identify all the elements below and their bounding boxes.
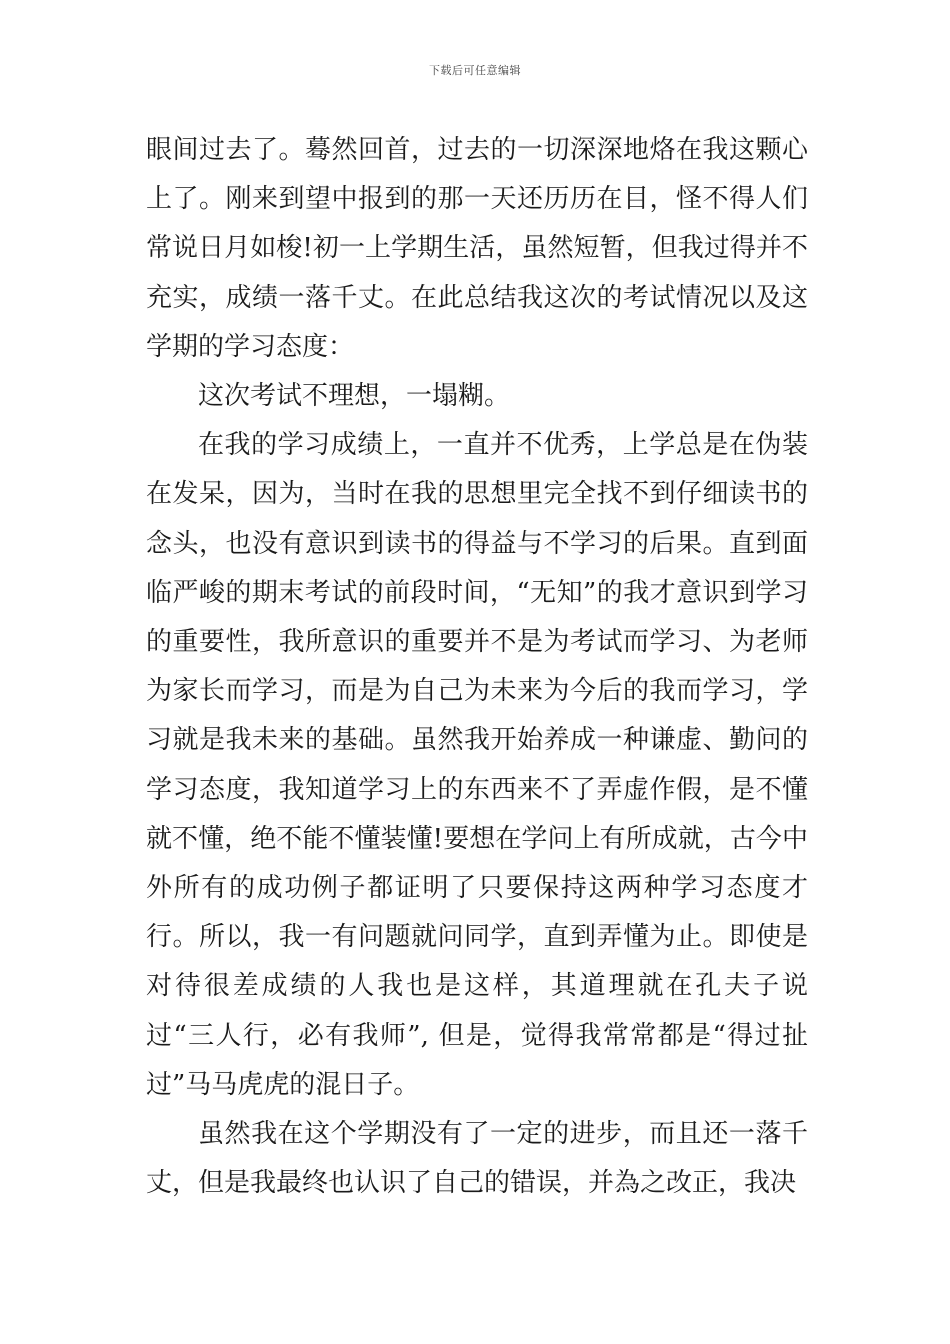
paragraph-3: 在我的学习成绩上，一直并不优秀，上学总是在伪装在发呆，因为，当时在我的思想里完全找不到仔细读书的念头，也没有意识到读书的得益与不学习的后果。直到面临严峻的期末考试的前段时间，“无知”的我才意识到学习的重要性，我所意识的重要并不是为考试而学习、为老师为家长而学习，而是为自己为未来为今后的我而学习，学习就是我未来的基础。虽然我开始养成一种谦虚、勤问的学习态度，我知道学习上的东西来不了弄虚作假，是不懂就不懂，绝不能不懂装懂!要想在学问上有所成就，古今中外所有的成功例子都证明了只要保持这两种学习态度才行。所以，我一有问题就问同学，直到弄懂为止。即使是对待很差成绩的人我也是这样，其道理就在孔夫子说过“三人行，必有我师”, 但是，觉得我常常都是“得过扯过”马马虎虎的混日子。 [146,430,808,1100]
document-body [146,126,808,1208]
paragraph-4: 虽然我在这个学期没有了一定的进步，而且还一落千丈，但是我最终也认识了自己的错误，并為之改正，我决 [146,1119,808,1199]
paragraph-2: 这次考试不理想，一塌糊。 [198,381,511,412]
paragraph-1: 眼间过去了。蓦然回首，过去的一切深深地烙在我这颗心上了。刚来到望中报到的那一天还历历在目，怪不得人们常说日月如梭!初一上学期生活，虽然短暂，但我过得并不充实，成绩一落千丈。在此总结我这次的考试情况以及这学期的学习态度： [146,135,808,362]
page-header: 下载后可任意编辑 [429,64,521,77]
